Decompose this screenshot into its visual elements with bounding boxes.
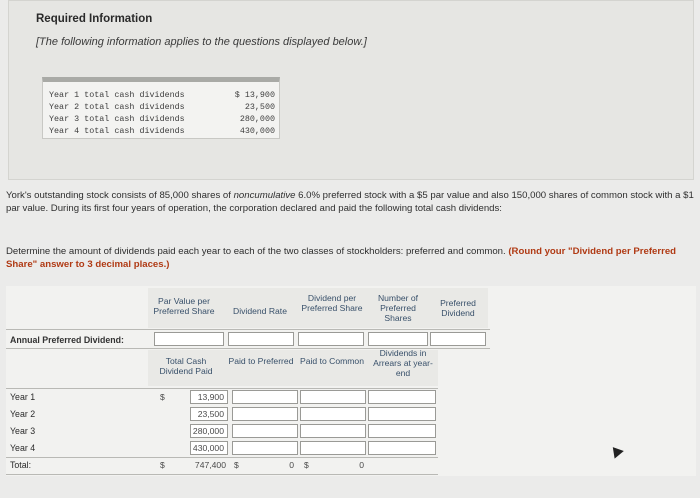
problem-paragraph: York's outstanding stock consists of 85,000 shares of noncumulative 6.0% preferred stock with a $5 par value and also 150,000 shares of common stock with a $1 par value. During its first four years of operation, the corporation declared and paid the following total cash dividends: xyxy=(6,190,694,214)
dividend-row-amount: 430,000 xyxy=(239,126,275,136)
header-paid-common: Paid to Common xyxy=(299,356,364,366)
required-info-title: Required Information xyxy=(36,13,153,25)
par-value-input[interactable] xyxy=(154,332,224,346)
total-row-label: Total: xyxy=(10,460,32,470)
preferred-dividend-input[interactable] xyxy=(430,332,486,346)
dividend-row-amount: 280,000 xyxy=(239,114,275,124)
total-cash-cell[interactable]: 430,000 xyxy=(190,441,228,455)
total-cash-sum: 747,400 xyxy=(194,460,226,470)
paid-preferred-input[interactable] xyxy=(232,424,298,438)
dividend-row-amount: 23,500 xyxy=(244,102,275,112)
header-dividend-rate: Dividend Rate xyxy=(233,306,287,316)
total-cash-cell[interactable]: 280,000 xyxy=(190,424,228,438)
dividend-row-amount: $ 13,900 xyxy=(234,90,275,100)
arrears-input[interactable] xyxy=(368,390,436,404)
header-number-shares: Number of Preferred Shares xyxy=(377,293,419,323)
paid-preferred-input[interactable] xyxy=(232,407,298,421)
total-cash-cell[interactable]: 23,500 xyxy=(190,407,228,421)
paid-common-input[interactable] xyxy=(300,407,366,421)
dividends-table xyxy=(42,77,280,139)
row-label: Year 2 xyxy=(10,409,36,419)
answer-table xyxy=(6,286,696,476)
paid-preferred-input[interactable] xyxy=(232,390,298,404)
paid-common-input[interactable] xyxy=(300,424,366,438)
dividend-row-label: Year 2 total cash dividends xyxy=(49,102,185,112)
instruction-text: Determine the amount of dividends paid each year to each of the two classes of stockholders: preferred and common. (Round your "Dividend per Preferred Share" answer to 3 decimal places.) xyxy=(6,246,677,270)
paid-preferred-input[interactable] xyxy=(232,441,298,455)
dividend-rate-input[interactable] xyxy=(228,332,294,346)
arrears-input[interactable] xyxy=(368,441,436,455)
header-preferred-dividend: Preferred Dividend xyxy=(440,298,476,318)
paid-preferred-sum: 0 xyxy=(289,460,294,470)
header-dividend-per-share: Dividend per Preferred Share xyxy=(301,293,363,313)
currency-symbol: $ xyxy=(234,460,239,470)
dividend-row-label: Year 3 total cash dividends xyxy=(49,114,185,124)
required-info-note: [The following information applies to the questions displayed below.] xyxy=(36,36,367,48)
currency-symbol: $ xyxy=(160,392,165,402)
row-label: Year 4 xyxy=(10,443,36,453)
paid-common-sum: 0 xyxy=(359,460,364,470)
arrears-input[interactable] xyxy=(368,424,436,438)
dividend-row-label: Year 4 total cash dividends xyxy=(49,126,185,136)
number-shares-input[interactable] xyxy=(368,332,428,346)
arrears-input[interactable] xyxy=(368,407,436,421)
dividend-per-share-input[interactable] xyxy=(298,332,364,346)
paid-common-input[interactable] xyxy=(300,390,366,404)
total-cash-cell[interactable]: 13,900 xyxy=(190,390,228,404)
paid-common-input[interactable] xyxy=(300,441,366,455)
dividend-row-label: Year 1 total cash dividends xyxy=(49,90,185,100)
header-total-cash: Total Cash Dividend Paid xyxy=(159,356,213,376)
header-paid-preferred: Paid to Preferred xyxy=(228,356,294,366)
header-dividends-arrears: Dividends in Arrears at year-end xyxy=(373,348,433,378)
row-label: Year 1 xyxy=(10,392,36,402)
currency-symbol: $ xyxy=(304,460,309,470)
header-par-value: Par Value per Preferred Share xyxy=(153,296,215,316)
row-label: Year 3 xyxy=(10,426,36,436)
currency-symbol: $ xyxy=(160,460,165,470)
annual-preferred-label: Annual Preferred Dividend: xyxy=(10,335,124,345)
